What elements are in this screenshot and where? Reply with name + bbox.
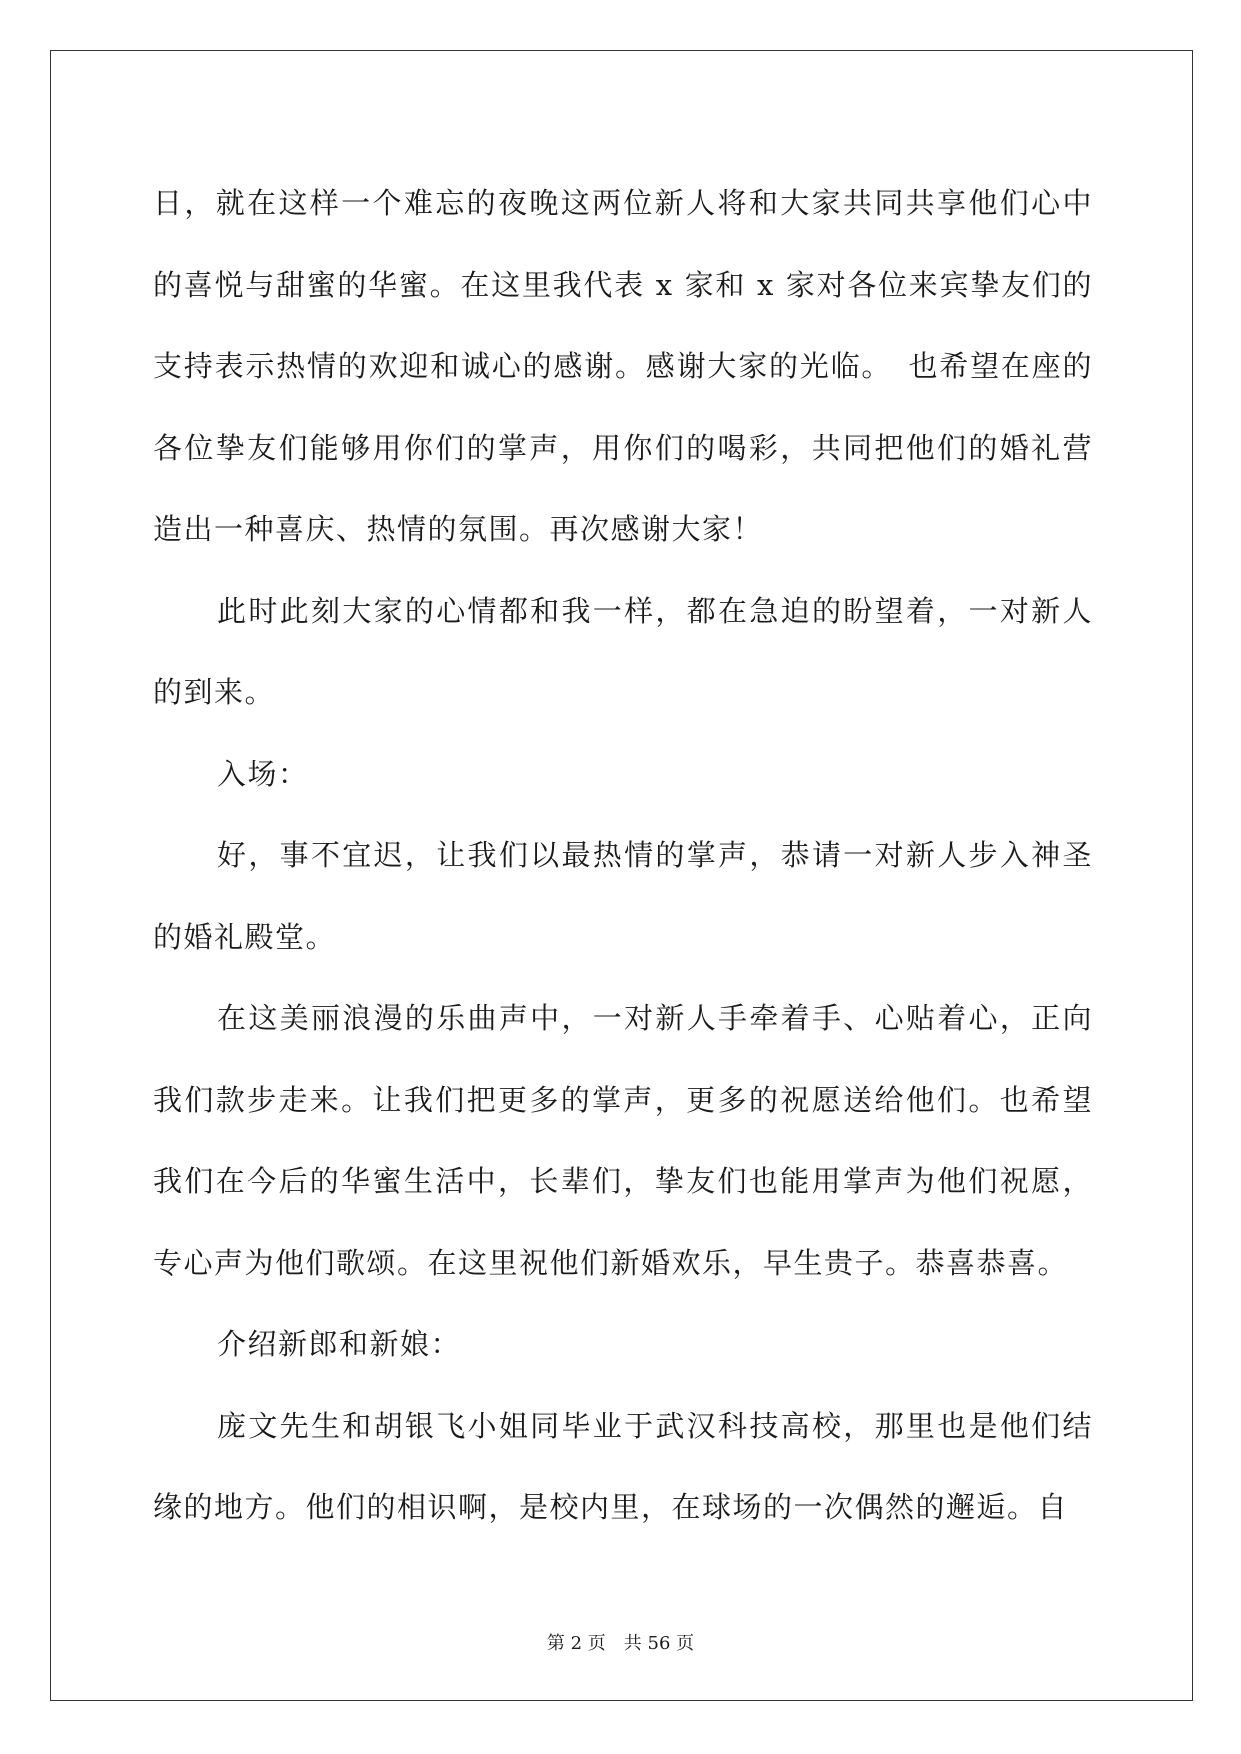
paragraph-5: 在这美丽浪漫的乐曲声中，一对新人手牵着手、心贴着心，正向我们款步走来。让我们把更多的掌声，更多的祝愿送给他们。也希望我们在今后的华蜜生活中，长辈们，挚友们也能用掌声为他们祝愿，专心声为他们歌颂。在这里祝他们新婚欢乐，早生贵子。恭喜恭喜。 bbox=[153, 1001, 1093, 1280]
paragraph-6: 介绍新郎和新娘： bbox=[217, 1327, 462, 1361]
page-number-footer: 第 2 页 共 56 页 bbox=[546, 1633, 695, 1654]
paragraph-4: 好，事不宜迟，让我们以最热情的掌声，恭请一对新人步入神圣的婚礼殿堂。 bbox=[153, 838, 1093, 954]
paragraph-2: 此时此刻大家的心情都和我一样，都在急迫的盼望着，一对新人的到来。 bbox=[153, 593, 1093, 709]
paragraph-7: 庞文先生和胡银飞小姐同毕业于武汉科技高校，那里也是他们结缘的地方。他们的相识啊，是校内里，在球场的一次偶然的邂逅。自 bbox=[153, 1408, 1093, 1524]
paragraph-3: 入场： bbox=[217, 756, 309, 791]
paragraph-1: 日，就在这样一个难忘的夜晚这两位新人将和大家共同共享他们心中的喜悦与甜蜜的华蜜。在这里我代表 x 家和 x 家对各位来宾挚友们的支持表示热情的欢迎和诚心的感谢。感谢大家的光临。 也希望在座的各位挚友们能够用你们的掌声，用你们的喝彩，共同把他们的婚礼营造出一种喜庆、热情的氛围。再次感谢大家！ bbox=[153, 186, 1093, 546]
document-body bbox=[153, 163, 1093, 1549]
